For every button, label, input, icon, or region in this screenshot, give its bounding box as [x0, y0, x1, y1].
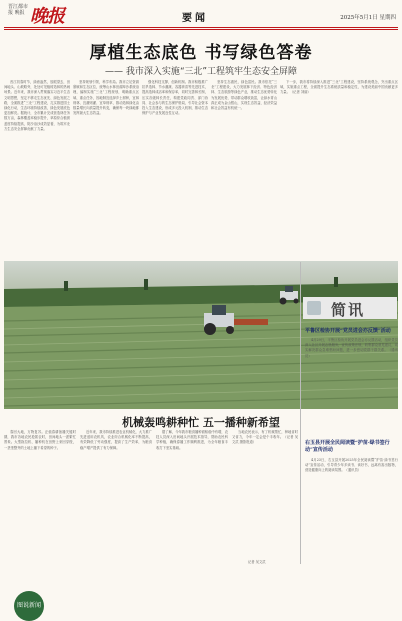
article-column-1	[4, 80, 70, 256]
masthead	[0, 0, 402, 30]
header-rule-thin	[4, 29, 398, 30]
photo-text-column-3	[156, 430, 228, 565]
article-column-4	[211, 80, 277, 256]
article-col1-text: 晋江初春时节，绿意盎然，放眼望去，田间地头、山坡路旁，处处可见植树造林的热闹场景。近年来，我市深入贯彻落实习近平生态文明思想，坚定不移走生态优先、绿色发展之路，全面推进“三北”工程建设，扎实推进国土绿化行动，生态环境持续改善，绿色发展底色更加鲜亮。据统计，全市累计完成营造林任务数万亩，森林覆盖率稳步提升，草原综合植被盖度持续提高，防沙治沙成效显著，为筑牢北方生态安全屏障贡献了力量。	[4, 80, 71, 131]
column-divider	[300, 262, 301, 564]
briefs-banner	[303, 297, 397, 319]
brief-1-text: 4月29日，平鲁区检协开展党员进会亦反馈活动，组织党员深入社区开展志愿服务，宣传政策法规，收集群众意见建议，切实解决群众急难愁盼问题，进一步密切党群干群关系。（通讯员）	[305, 338, 398, 358]
section-title: 要闻	[182, 13, 208, 24]
briefs-title: 简讯	[331, 301, 366, 319]
photo-col1-text: 春回大地，万物复苏。正值春耕备播关键时期，我市各地农民抢抓农时，田间地头一派繁忙景象。大型拖拉机、播种机在田野上来回穿梭，一垄垄整齐的土地上播下希望的种子。	[4, 430, 76, 450]
newspaper-logo	[4, 2, 124, 26]
photo-caption-title: 机械轰鸣耕种忙 五一播种新希望	[122, 416, 280, 429]
logo-subtitle: 晋江都市报 晚报	[8, 4, 29, 16]
article-headline: 厚植生态底色 书写绿色答卷	[89, 43, 313, 63]
brief-2-title: 右玉县开展全民阅读暨“护苗·绿书签行动”宣传活动	[305, 440, 390, 453]
photo-author: 记者 吴文武	[248, 560, 266, 564]
photo-text-column-1	[4, 430, 76, 565]
photo-text-column-4	[232, 430, 298, 558]
article-col3-text: 强化科技支撑，创新机制。我市积极推广抗旱造林、节水灌溉、容器育苗等先进技术，提高造林成活率和保存率，同时完善林长制，压实各级林长责任，构建党政同责、部门协同、社会参与的生态保护格局，引导社会资本投入生态建设，形成多元投入机制，推动生态保护与产业发展良性互动。	[142, 80, 208, 116]
brief-1-body	[305, 338, 398, 434]
photo-news-badge: 图说新闻	[14, 591, 44, 621]
header-rule	[4, 27, 398, 28]
photo-col2-text: 近年来，我市持续推进农业机械化，大力推广先进适用农机具，农业综合机械化率不断提高，有效降低了劳动强度，提高了生产效率，为粮食稳产增产提供了有力保障。	[80, 430, 152, 450]
article-col4-text: 坚持生态惠民，绿色富民。我市依托“三北”工程建设，大力发展林下经济、特色经济林、生态旅游等绿色产业，推动生态优势转化为发展优势，带动群众增收致富，让绿水青山真正成为金山银山，实现生态效益、经济效益和社会效益有机统一。	[211, 80, 277, 111]
article-subhead: —— 我市深入实施“三北”工程筑牢生态安全屏障	[104, 67, 298, 77]
article-column-3	[142, 80, 208, 256]
article-col2-text: 坚持规划引领，科学布局。我市立足资源禀赋和生态区位，统筹山水林田湖草沙系统治理，编制实施“三北”工程规划，明确重点区域、重点任务，因地制宜选择乡土树种，宜林则林、宜灌则灌、宜草则草，推动造林绿化由数量增长向质量提升转变，确保每一块绿地都发挥最大生态效益。	[73, 80, 139, 116]
article-col5-text: 下一步，我市将持续深入推进“三北”工程建设，坚持系统观念，突出重点区域，实施重点工程，全面提升生态系统质量和稳定性，为建设美丽中国贡献更多力量。（记者 刘丽）	[280, 80, 398, 95]
brief-1-title: 平鲁区检协开展“党员进会亦反馈”活动	[305, 328, 391, 334]
brief-2-body	[305, 458, 398, 564]
photo-text-column-2	[80, 430, 152, 565]
briefs-icon	[307, 301, 321, 315]
issue-date: 2025年5月1日 星期四	[340, 15, 396, 21]
logo-text: 晚报	[30, 6, 64, 27]
brief-2-text: 4月23日，右玉县开展2025年全民阅读暨“护苗·绿书签行动”宣传活动，引导青少年多读书、读好书，远离有害出版物，营造健康向上的阅读氛围。（通讯员）	[305, 458, 398, 473]
article-column-2	[73, 80, 139, 256]
photo-col3-text: 据了解，今年我市粮食播种面积稳中有增，农技人员深入田间地头开展技术指导，帮助农民科学种植，确保春播工作顺利推进，为全年粮食丰收打下坚实基础。	[156, 430, 228, 450]
article-column-5	[280, 80, 398, 256]
photo-col4-text: 当地农民表示，有了机械帮忙，种地省时又省力，今年一定会是个丰收年。（记者 吴文武 摄影报道）	[232, 430, 298, 445]
